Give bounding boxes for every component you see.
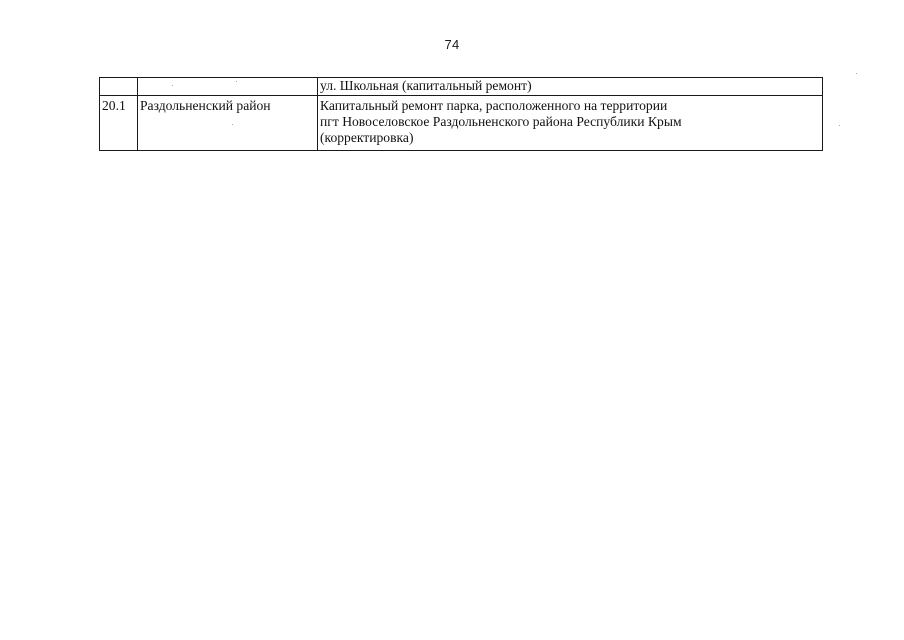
- description-cell: [318, 96, 823, 151]
- table-row: [100, 78, 823, 96]
- table-row: [100, 96, 823, 151]
- district-cell: [138, 78, 318, 96]
- scan-speck: [839, 125, 840, 126]
- row-number-cell: [100, 78, 138, 96]
- description-line: ул. Школьная (капитальный ремонт): [320, 78, 532, 93]
- district-cell: Раздольненский район: [138, 96, 318, 151]
- description-line: Капитальный ремонт парка, расположенного на территории: [320, 98, 668, 113]
- projects-table: [99, 77, 823, 151]
- scan-speck: [232, 124, 233, 125]
- scan-speck: [172, 85, 173, 86]
- row-number-cell: 20.1: [100, 96, 138, 151]
- scan-speck: [236, 81, 237, 82]
- scan-speck: [856, 73, 857, 74]
- description-cell: [318, 78, 823, 96]
- description-line: пгт Новоселовское Раздольненского района Республики Крым: [320, 114, 682, 129]
- page-number: 74: [444, 37, 460, 52]
- description-line: (корректировка): [320, 130, 414, 145]
